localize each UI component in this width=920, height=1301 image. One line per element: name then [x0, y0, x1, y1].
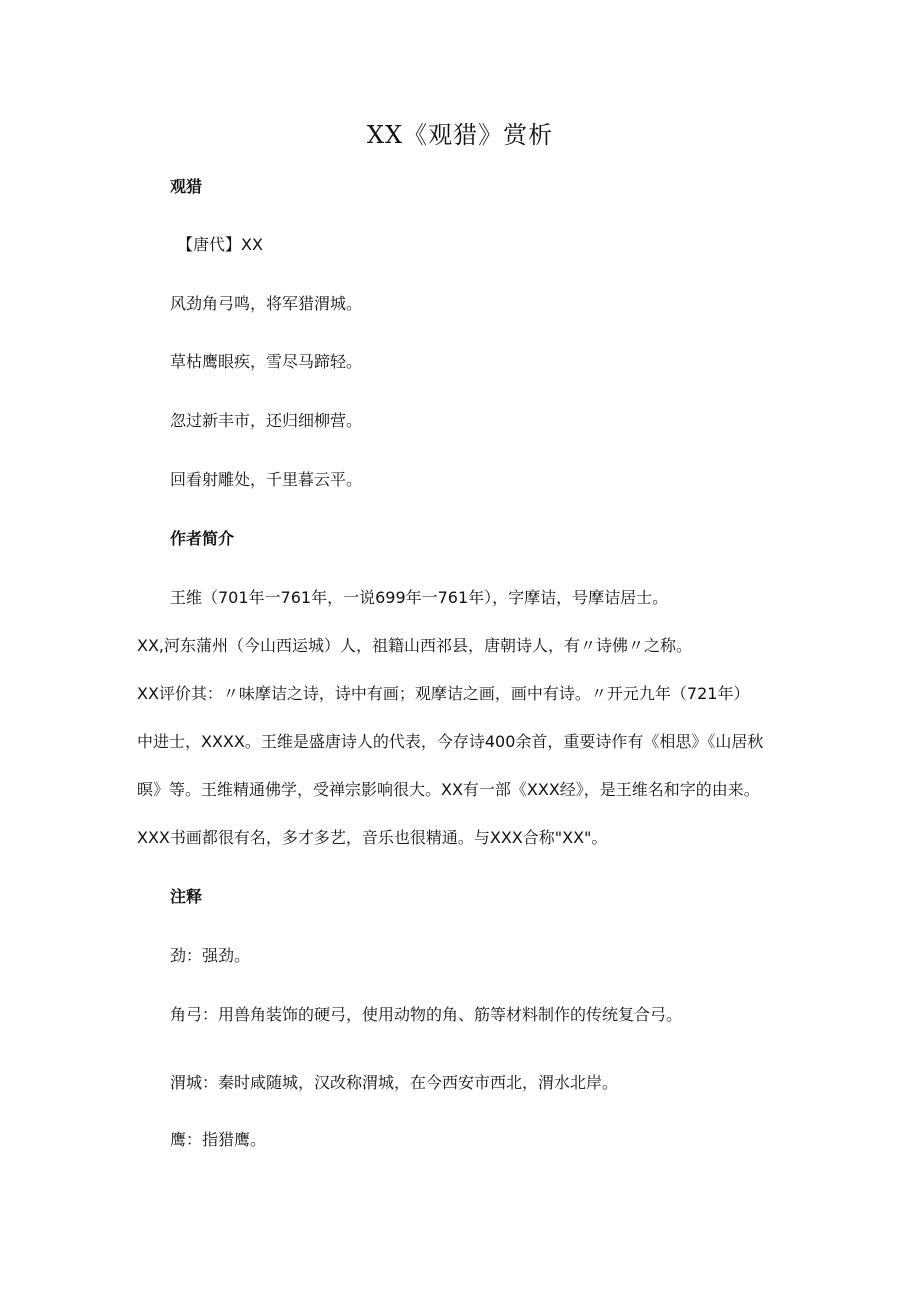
author-intro-line: 王维（701年一761年，一说699年一761年），字摩诘，号摩诘居士。: [170, 588, 669, 607]
poem-heading: 观猎: [170, 177, 203, 196]
note-item: 劲：强劲。: [170, 946, 251, 965]
poem-line: 风劲角弓鸣，将军猎渭城。: [170, 294, 363, 313]
poem-author: 【唐代】XX: [177, 235, 263, 254]
poem-line: 草枯鹰眼疾，雪尽马蹄轻。: [170, 352, 363, 371]
author-intro-line: XXX书画都很有名，多才多艺，音乐也很精通。与XXX合称"XX"。: [137, 828, 608, 847]
note-item: 渭城：秦时咸随城，汉改称渭城，在今西安市西北，渭水北岸。: [170, 1073, 619, 1092]
author-intro-line: 暝》等。王维精通佛学，受禅宗影响很大。XX有一部《XXX经》，是王维名和字的由来。: [137, 780, 760, 799]
poem-line: 回看射雕处，千里暮云平。: [170, 470, 363, 489]
poem-line: 忽过新丰市，还归细柳营。: [170, 411, 363, 430]
document-title: XX《观猎》赏析: [366, 121, 554, 149]
author-intro-line: XX,河东蒲州（今山西运城）人，祖籍山西祁县，唐朝诗人，有〃诗佛〃之称。: [137, 636, 693, 655]
notes-heading: 注释: [170, 887, 203, 906]
author-intro-line: XX评价其：〃味摩诘之诗，诗中有画；观摩诘之画，画中有诗。〃开元九年（721年）: [137, 684, 750, 703]
author-intro-heading: 作者简介: [170, 529, 235, 548]
author-intro-line: 中进士，XXXX。王维是盛唐诗人的代表，今存诗400余首，重要诗作有《相思》《山居秋: [137, 732, 764, 751]
note-item: 鹰：指猎鹰。: [170, 1130, 267, 1149]
note-item: 角弓：用兽角装饰的硬弓，使用动物的角、筋等材料制作的传统复合弓。: [170, 1005, 683, 1024]
